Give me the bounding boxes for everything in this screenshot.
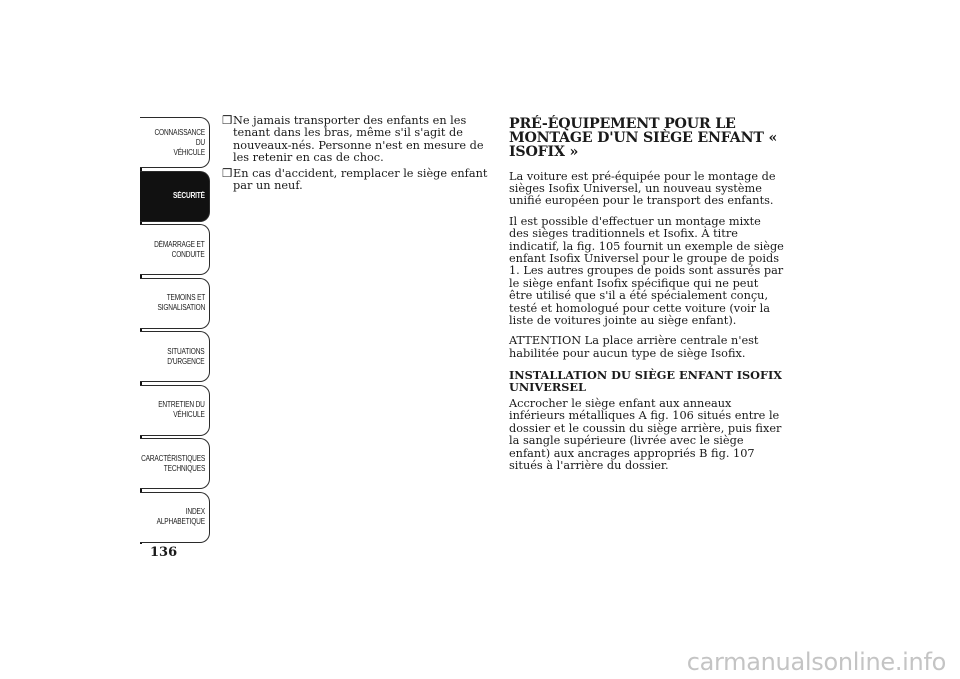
tab-temoins-et-signalisation[interactable]	[140, 278, 210, 329]
sub-heading: INSTALLATION DU SIÈGE ENFANT ISOFIX UNIVERSEL	[509, 368, 783, 395]
tab-situations-d-urgence[interactable]	[140, 331, 210, 382]
tab-label: CONNAISSANCE DU VÉHICULE	[154, 127, 205, 157]
list-item	[222, 168, 492, 193]
left-column	[222, 115, 492, 195]
paragraph: Accrocher le siège enfant aux anneaux inférieurs métalliques A fig. 106 situés entre le dossier et le coussin du siège arrière, puis fixer la sangle supérieure (livrée avec le siège enfant) aux ancrages appropriés B fig. 107 situés à l'arrière du dossier.	[509, 396, 782, 472]
checkbox-bullet-icon: ❒	[222, 114, 233, 127]
warning-paragraph: ATTENTION La place arrière centrale n'est habilitée pour aucun type de siège Isofix.	[509, 334, 759, 360]
tab-securite[interactable]	[140, 171, 210, 222]
tab-label: INDEX ALPHABETIQUE	[156, 507, 205, 526]
tab-demarrage-et-conduite[interactable]	[140, 224, 210, 275]
right-column	[509, 115, 784, 480]
bullet-text: En cas d'accident, remplacer le siège enfant par un neuf.	[233, 166, 488, 193]
section-heading: PRÉ-ÉQUIPEMENT POUR LE MONTAGE D'UN SIÈGE ENFANT « ISOFIX »	[509, 116, 778, 161]
tab-label: DÉMARRAGE ET CONDUITE	[154, 239, 205, 259]
bullet-text: Ne jamais transporter des enfants en les tenant dans les bras, même s'il s'agit de nouveaux-nés. Personne n'est en mesure de les retenir en cas de choc.	[233, 114, 484, 165]
paragraph: Il est possible d'effectuer un montage mixte des sièges traditionnels et Isofix. À titre indicatif, la fig. 105 fournit un exemple de siège enfant Isofix Universel pour le groupe de poids 1. Les autres groupes de poids sont assurés par le siège enfant Isofix spécifique qui ne peut être utilisé que s'il a été spécialement conçu, testé et homologué pour cette voiture (voir la liste de voitures jointe au siège enfant).	[509, 214, 784, 328]
checkbox-bullet-icon: ❒	[222, 166, 233, 180]
paragraph: La voiture est pré-équipée pour le montage de sièges Isofix Universel, un nouveau système unifié européen pour le transport des enfants.	[509, 169, 776, 208]
tab-label: SÉCURITÉ	[173, 191, 205, 200]
tab-label: TEMOINS ET SIGNALISATION	[157, 293, 205, 312]
tab-entretien-du-vehicule[interactable]	[140, 385, 210, 436]
tab-caracteristiques-techniques[interactable]	[140, 438, 210, 489]
tab-label: SITUATIONS D'URGENCE	[167, 346, 205, 366]
tab-label: ENTRETIEN DU VÉHICULE	[158, 400, 205, 419]
tab-connaissance-du-vehicule[interactable]	[140, 117, 210, 168]
page-number: 136	[150, 545, 178, 560]
tab-index-alphabetique[interactable]	[140, 492, 210, 543]
list-item	[222, 115, 492, 165]
section-tabs	[140, 117, 210, 545]
tab-label: CARACTÉRISTIQUES TECHNIQUES	[140, 453, 205, 473]
watermark-text: carmanualsonline.info	[686, 648, 946, 676]
